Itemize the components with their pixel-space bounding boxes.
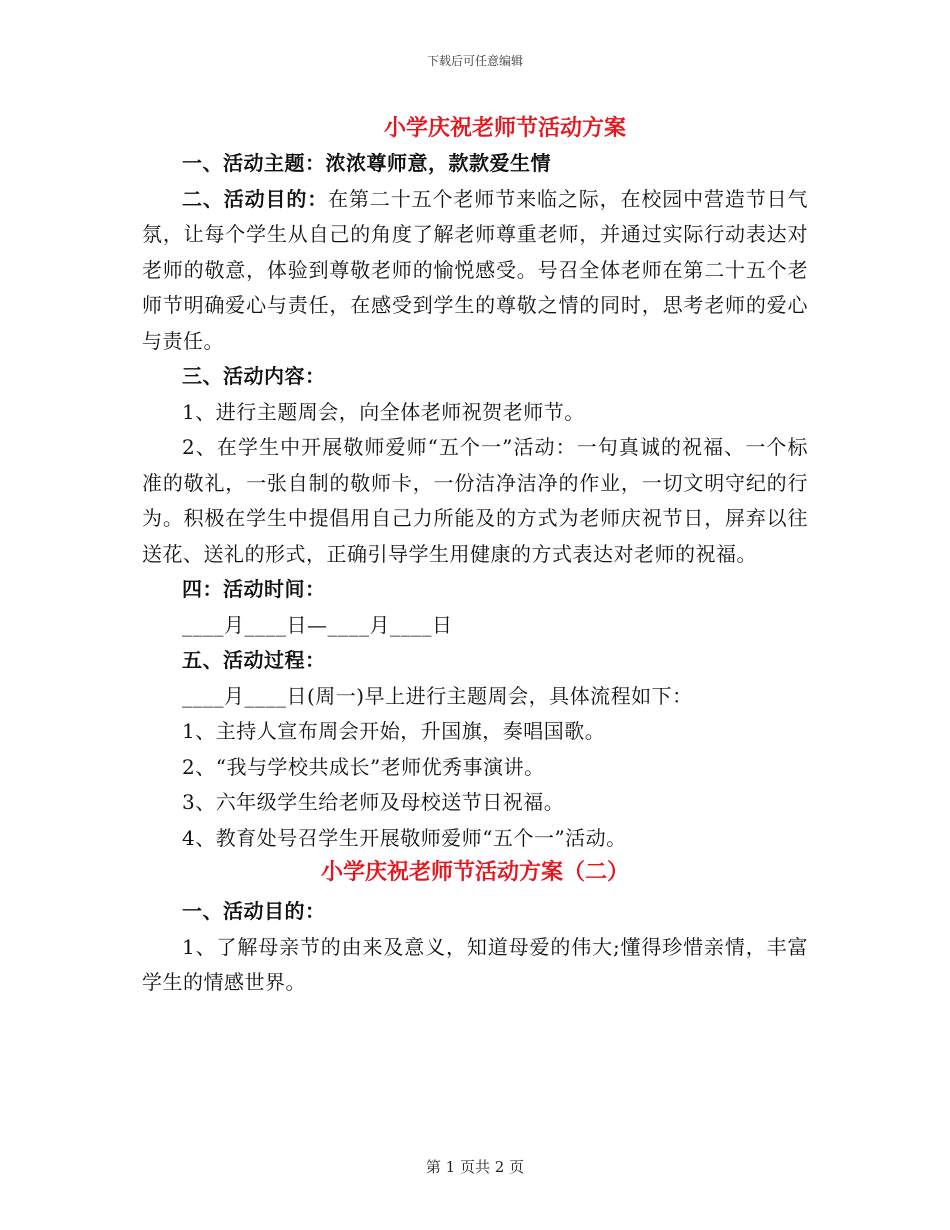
document-title: 小学庆祝老师节活动方案 <box>383 115 626 141</box>
section-purpose <box>142 182 808 360</box>
section-process-heading: 五、活动过程： <box>182 648 326 672</box>
document-title-2: 小学庆祝老师节活动方案（二） <box>320 859 629 885</box>
section-theme: 一、活动主题：浓浓尊师意，款款爱生情 <box>182 151 551 175</box>
section-purpose-text: 在第二十五个老师节来临之际，在校园中营造节日气氛，让每个学生从自己的角度了解老师尊重老师，并通过实际行动表达对老师的敬意，体验到尊敬老师的愉悦感受。号召全体老师在第二十五个老师节明确爱心与责任，在感受到学生的尊敬之情的同时，思考老师的爱心与责任。 <box>142 186 809 353</box>
header-note: 下载后可任意编辑 <box>426 54 523 68</box>
process-step-2: 2、“我与学校共成长”老师优秀事演讲。 <box>182 754 545 779</box>
process-step-3: 3、六年级学生给老师及母校送节日祝福。 <box>182 790 565 814</box>
section-time-heading: 四：活动时间： <box>182 577 326 601</box>
document-body <box>142 110 808 1001</box>
time-line: ____月____日—____月____日 <box>182 612 453 637</box>
section-content-heading: 三、活动内容： <box>182 364 326 388</box>
section-purpose-label: 二、活动目的： <box>182 186 329 211</box>
page-number: 第 1 页共 2 页 <box>425 1158 525 1176</box>
content-item-2: 2、在学生中开展敬师爱师“五个一”活动：一句真诚的祝福、一个标准的敬礼，一张自制的敬师卡，一份洁净洁净的作业，一切文明守纪的行为。积极在学生中提倡用自己力所能及的方式为老师庆祝节日，屏弃以往送花、送礼的形式，正确引导学生用健康的方式表达对老师的祝福。 <box>142 435 808 566</box>
part2-section-purpose: 一、活动目的： <box>182 899 326 923</box>
process-step-4: 4、教育处号召学生开展敬师爱师“五个一”活动。 <box>182 825 627 850</box>
part2-item-1: 1、了解母亲节的由来及意义，知道母爱的伟大;懂得珍惜亲情，丰富学生的情感世界。 <box>142 934 808 994</box>
process-intro: ____月____日(周一)早上进行主题周会，具体流程如下： <box>182 683 693 708</box>
process-step-1: 1、主持人宣布周会开始，升国旗，奏唱国歌。 <box>182 719 606 743</box>
content-item-1: 1、进行主题周会，向全体老师祝贺老师节。 <box>182 399 585 424</box>
